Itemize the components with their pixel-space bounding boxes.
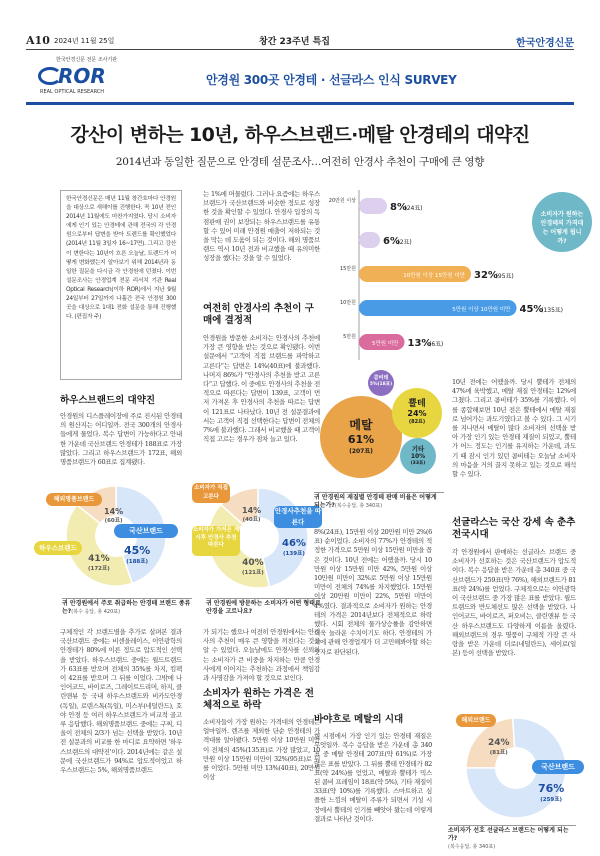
pie2-count-mixed: (121표) — [242, 570, 264, 576]
bubble-other-label: 기타 — [411, 445, 425, 453]
bubble-horn-label: 뿔테 — [408, 399, 426, 409]
price-count-label-3: (135표) — [541, 307, 564, 314]
bubble-horn — [392, 388, 442, 438]
price-value-label-2: 32% — [474, 270, 498, 281]
page-number: A10 — [26, 34, 50, 47]
lede-text: 한국안경신문은 매년 11월 창간호마다 안경원을 대상으로 새해이를 진행한다. 꼭 10년 전인 2014년 11월에도 마찬가지였다. 당시 소비자에게 인기 있는 안경테에 관해 전국의 각 안경원으로부터 답변을 받아 트렌드를 확인했었다(2014년 11월 3일자 16~17면). 그리고 강산이 변한다는 10년이 흐른 오늘날, 트렌드가 어떻게 변화했는지 알아보기 위해 2014년과 동일한 질문을 다시금 각 안경원에 던졌다. 이번 설문조사는 안경업계 전문 리서치 기관 Real Optical Research(이하 ROR)에서 지난 9월 24일부터 27일까지 나흘간 전국 안경원 300곳을 대상으로 1대1 전화 설문을 통해 진행했다. (편집자 주) — [66, 196, 176, 321]
survey-title: 안경원 300곳 안경테 · 선글라스 인식 SURVEY — [206, 73, 457, 87]
paragraph-6: 소비자들이 가장 원하는 가격대의 안경테는 얼마일까. 렌즈를 제외한 단순 안경테의 가격대를 알아봤다. 5만원 이상 10만원 미만이 전체의 45%(135표)로 가장 많았고, 10만원 이상 15만원 미만이 32%(95표)로 뒤를 이었다. 5만원 미만 13%(40표), 20만원 이상 — [203, 718, 320, 782]
bubble-other-pct: 10% — [410, 453, 426, 460]
pie1-pct-house: 41% — [88, 554, 110, 564]
pie1-pct-domestic: 45% — [124, 544, 151, 557]
price-value-label-4: 13% — [407, 338, 432, 349]
chart-material — [314, 370, 444, 518]
pie1-caption: 귀 안경원에서 주로 취급하는 안경테 브랜드 종류는? — [62, 600, 191, 615]
pie2-label-self: 소비자가 직접고른다 — [192, 483, 230, 503]
section-name: 창간 23주년 특집 — [259, 37, 330, 47]
logo-fullname: REAL OPTICAL RESEARCH — [40, 89, 105, 95]
paragraph-1: 안경원의 디스플레이장에 주로 진시된 안경테의 원산지는 어디일까. 전국 300개의 안경사들에게 물었다. 복수 답변이 가능하다고 안내한 가운데 국산브랜드 안경테가 188표로 가장 많았다. 그리고 하우스브랜드가 172표, 해외 명품브랜드가 60표로 집계됐다. — [60, 412, 182, 467]
lede-box — [60, 190, 182, 380]
price-axis-label-0: 20만원 이상 — [328, 198, 356, 204]
bubble-combi-count: (18표) — [377, 382, 393, 387]
pie1-caption-src: (복수 응답, 총 420표) — [71, 609, 121, 615]
bubble-combi-label: 콤비테 — [373, 375, 389, 381]
bubble-caption-src: (복수응답, 총 340표) — [334, 503, 383, 509]
pie2-count-self: (40표) — [242, 517, 261, 523]
section-heading-price: 소비자가 원하는 가격은 전체적으로 하락 — [203, 688, 314, 711]
bubble-caption: 귀 안경원의 재질별 안경테 판매 비율은 어떻게 되는가? — [314, 494, 437, 509]
logo-divider — [26, 102, 574, 105]
paragraph-4: 안경원을 방문한 소비자는 안경사의 추천에 가장 큰 영향을 받는 것으로 확인됐다. 이번 설문에서 "고객이 직접 브랜드를 파악하고 고른다"는 답변은 14%(40표)에 불과했다. 나머지 86%가 "안경사의 추천을 받고 고른다"고 답했다. 이 중에도 안경사의 추천을 전적으로 따른다는 답변이 139표, 고객이 먼저 가져온 후 안경사의 추천을 따르는 답변이 121표로 나타났다. 10년 전 설문결과에서는 고객이 직접 선택한다는 답변이 전체의 7%에 불과했다. 그래서 비교했을 때 고객이 직접 고르는 경우가 점차 늘고 있다. — [203, 334, 320, 444]
logo-name: ROR — [58, 64, 106, 88]
pie1-label-domestic: 국산브랜드 — [114, 524, 178, 538]
bubble-other — [400, 438, 436, 474]
section-heading-house-brand: 하우스브랜드의 대약진 — [60, 395, 156, 406]
paragraph-9: 10년 전에는 어땠을까. 당시 뿔테가 전체의 47%에 육박했고, 메탈 재질 안경테는 12%에 그쳤다. 그리고 콤비테가 35%를 기록했다. 이를 종합해보면 10년 전은 뿔테에서 메탈 재질로 넘어가는 과도기였다고 볼 수 있다. 그 시기를 지나면서 메탈이 많다 소비자의 선택을 받아 가장 인기 있는 안경테 재질이 되었고, 뿔테가 어느 정도는 인기를 유지하는 가운데, 과도기 때 잠시 인기 있던 콤비테는 오늘날 소비자의 마음을 거의 끌지 못하고 있는 것으로 해석할 수 있다. — [452, 378, 576, 479]
pie3-count-foreign: (81표) — [489, 750, 508, 756]
bubble-combi-pct: 5% — [369, 382, 378, 387]
pie3-caption: 소비자가 선호 선글라스 브랜드는 어떻게 되는가? — [448, 827, 569, 842]
paper-name: 한국안경신문 — [516, 38, 574, 49]
price-question-bubble: 소비자가 원하는 안경테의 가격대는 어떻게 됩니까? — [532, 192, 592, 252]
chart-price-range — [314, 190, 584, 370]
pie2-label-recommend: 안경사추천을 따른다 — [274, 507, 322, 526]
price-axis-label-2: 15만원 — [339, 266, 356, 272]
chart-brand-types — [26, 478, 196, 616]
pie3-label-foreign: 해외브랜드 — [456, 714, 496, 727]
price-axis-label-4: 5만원 — [343, 334, 356, 340]
logo-tagline: 한국안경신문 전문 조사기관 — [56, 57, 118, 63]
price-value-label-0: 8% — [390, 202, 407, 213]
section-heading-metal: 바야흐로 메탈의 시대 — [314, 714, 404, 725]
pie2-hole — [237, 517, 279, 559]
pie3-count-domestic: (259표) — [540, 797, 563, 803]
pie2-label-mixed: 소비자가 가져온 제시후 안경사 추천 따른다 — [192, 526, 240, 556]
bubble-combi — [368, 370, 394, 396]
price-value-label-1: 6% — [383, 236, 400, 247]
price-count-label-4: (6표) — [429, 341, 444, 348]
price-count-label-1: (2표) — [397, 239, 412, 246]
price-bar-label-3: 5만원 이상 10만원 미만 — [452, 307, 511, 313]
pie3-label-domestic: 국산브랜드 — [532, 760, 584, 774]
pie3-pct-domestic: 76% — [538, 782, 565, 795]
price-bar-1 — [359, 232, 380, 248]
price-bar-0 — [359, 198, 387, 214]
bubble-metal — [320, 396, 402, 478]
bubble-horn-count: (82표) — [408, 419, 426, 425]
pie2-pct-self: 14% — [242, 506, 262, 515]
bubble-metal-label: 메탈 — [349, 418, 373, 432]
chart-sunglasses — [448, 710, 588, 850]
chart-selection-method — [186, 478, 326, 618]
price-value-label-3: 45% — [519, 304, 544, 315]
paragraph-2: 구체적인 각 브랜드별을 추가로 살펴본 결과 국산브랜드 중에는 비센을레이스, 이안광학의 안경테가 80%에 이른 정도로 압도적인 선택을 받았다. 하우스브랜드 중에는 윌드트랜드가 63표를 받으며 전체의 35%를 차지, 킴팩이 42표를 받으며 그 뒤를 이었다. 그밖에 나인어코드, 바이로즈, 그레이트드리머, 하지, 클린앤뷰 등 국내 하우스브랜드와 비카도안경(독일), 로덴스톡(독일), 미스부(네덜란드), 호야 안경 등 여러 하우스브랜드가 비교적 골고루 응답했다. 해외명품브랜드 중에는 구찌, 디올이 전체의 2/3가 넘는 선택을 받았다. 10년 전 설문과의 비교를 한 마디로 요약하면 '하우스브랜드의 대약진'이다. 2014년에는 같은 설문에 국산브랜드가 94%로 압도적이었고 하우스브랜드는 5%, 해외명품브랜드 — [60, 628, 182, 775]
price-axis-label-3: 10만원 — [339, 300, 356, 306]
pie1-count-domestic: (188표) — [126, 559, 149, 565]
pie2-pct-mixed: 40% — [242, 558, 264, 568]
pie3-caption-src: (복수응답, 총 340표) — [448, 844, 496, 850]
bubble-other-count: (33표) — [410, 461, 426, 466]
paragraph-3: 는 1%에 머물렀다. 그러나 요즘에는 하우스브랜드가 국산브랜드와 비슷한 정도로 성장한 것을 확인할 수 있었다. 안경사 입장의 독점판매 권이 보장되는 하우스브랜드를 유통할 수 있어 미래 안경원 매출이 저하되는 것을 막는 데 도움이 되는 것이다. 해외 명품브랜드 역시 10년 전과 비교했을 때 유의미한 성장을 했다는 것을 알 수 있었다. — [203, 190, 320, 263]
header — [26, 32, 574, 50]
bubble-metal-pct: 61% — [347, 433, 375, 446]
section-heading-sunglasses: 선글라스는 국산 강세 속 춘추전국시대 — [452, 517, 576, 540]
price-count-label-2: (95표) — [495, 273, 514, 280]
paragraph-7: 8%(24표), 15만원 이상 20만원 미만 2%(6표) 순이었다. 소비자의 77%가 안경테의 적정한 가격으로 5만원 이상 15만원 미만을 꼽은 것이다. 10년 전에는 어땠을까. 당시 10만원 이상 15만원 미만 42%, 5만원 이상 10만원 미만이 32%로 5만원 이상 15만원 미만이 전체의 74%를 차지했었다. 15만원 이상 20만원 미만이 22%, 5만원 미만이 4%였다. 결과적으로 소비자가 원하는 안경테의 가격은 2014년보다 전체적으로 하락했다. 시회 전체의 물가상승률을 감안하면 더욱 놀라운 수치이기도 하다. 안경테의 가치에 관해 안경업계가 더 고민해봐야할 하는 숫자로 판단된다. — [314, 528, 432, 656]
pie2-caption: 귀 안경원에 방문하는 소비자가 어떤 형태로 안경을 고르나요? — [206, 600, 321, 615]
paragraph-5: 가 되기는 했으나 여전히 안경원에서는 안경사의 추천이 매우 큰 영향을 끼친다는 것을 알 수 있었다. 오늘날에도 안경사를 신뢰하는 소비자가 큰 비중을 차지하는 만큼 안경사에게 이어지는 추천하는 과정에서 책임감과 사명감을 가져야 할 것으로 보인다. — [203, 628, 320, 683]
price-count-label-0: (24표) — [404, 205, 423, 212]
paragraph-10: 각 안경원에서 판매하는 선글라스 브랜드 중 소비자가 선호하는 것은 국산브랜드가 압도적이다. 복수 응답을 받은 가운데 총 340표 중 국산브랜드가 259표(약 76%), 해외브랜드가 81표(약 24%)를 얻었다. 구체적으로는 이안광학이 국산브랜드 중 가장 많은 표를 받았다. 윌드트랜드와 반도체선도 많은 선택을 받았다. 나인어코드, 바이로즈, 퍼오비는, 클린앤뷰 등 국산 하우스브랜드도 다양하게 이름을 올렸다. 해외브랜드의 경우 명품이 구체적 가장 큰 사랑을 받은 가운데 더로(네덜란드), 세이로(일본) 등이 선택을 받았다. — [452, 548, 576, 658]
price-bar-label-4: 5만원 미만 — [372, 341, 399, 347]
pie1-label-house: 하우스브랜드 — [34, 541, 82, 555]
pie2-count-recommend: (139표) — [283, 551, 305, 557]
pie1-count-foreign: (60표) — [104, 518, 123, 524]
pie1-pct-foreign: 14% — [104, 507, 124, 516]
pie2-pct-recommend: 46% — [282, 538, 306, 549]
paragraph-8: 현 시점에서 가장 인기 있는 안경테 재질은 무엇일까. 복수 응답을 받은 가운데 총 340표 중 메탈 안경테 207표(약 61%)로 가장 많은 표를 받았다. 그 뒤를 뿔테 안경테가 82표(약 24%)를 얻었고, 메탈과 뿔테가 믹스된 콤비 프레임이 18표(약 5%), 기타 재질이 33표(약 10%)를 기록했다. 스마트하고 심플한 느낌의 메탈이 주류가 되면서 기성 시장에서 뿔테의 인기를 빼앗아 왔는데 이렇게 결과로 나타난 것이다. — [314, 732, 432, 823]
pie1-count-house: (172표) — [88, 566, 110, 572]
pie3-pct-foreign: 24% — [488, 738, 510, 748]
section-heading-recommend: 여전히 안경사의 추천이 구매에 결정적 — [203, 303, 314, 326]
subtitle: 2014년과 동일한 질문으로 안경테 설문조사…여전히 안경사 추천이 구매에 큰 영향 — [115, 156, 485, 168]
pie1-label-foreign: 해외명품브랜드 — [46, 493, 102, 506]
bubble-metal-count: (207표) — [349, 448, 373, 455]
issue-date: 2024년 11월 25일 — [54, 37, 115, 45]
main-title: 강산이 변하는 10년, 하우스브랜드·메탈 안경테의 대약진 — [70, 124, 530, 146]
price-bar-label-2: 10만원 이상 15만원 미만 — [403, 273, 465, 279]
ror-logo — [36, 56, 166, 102]
bubble-horn-pct: 24% — [407, 409, 427, 418]
